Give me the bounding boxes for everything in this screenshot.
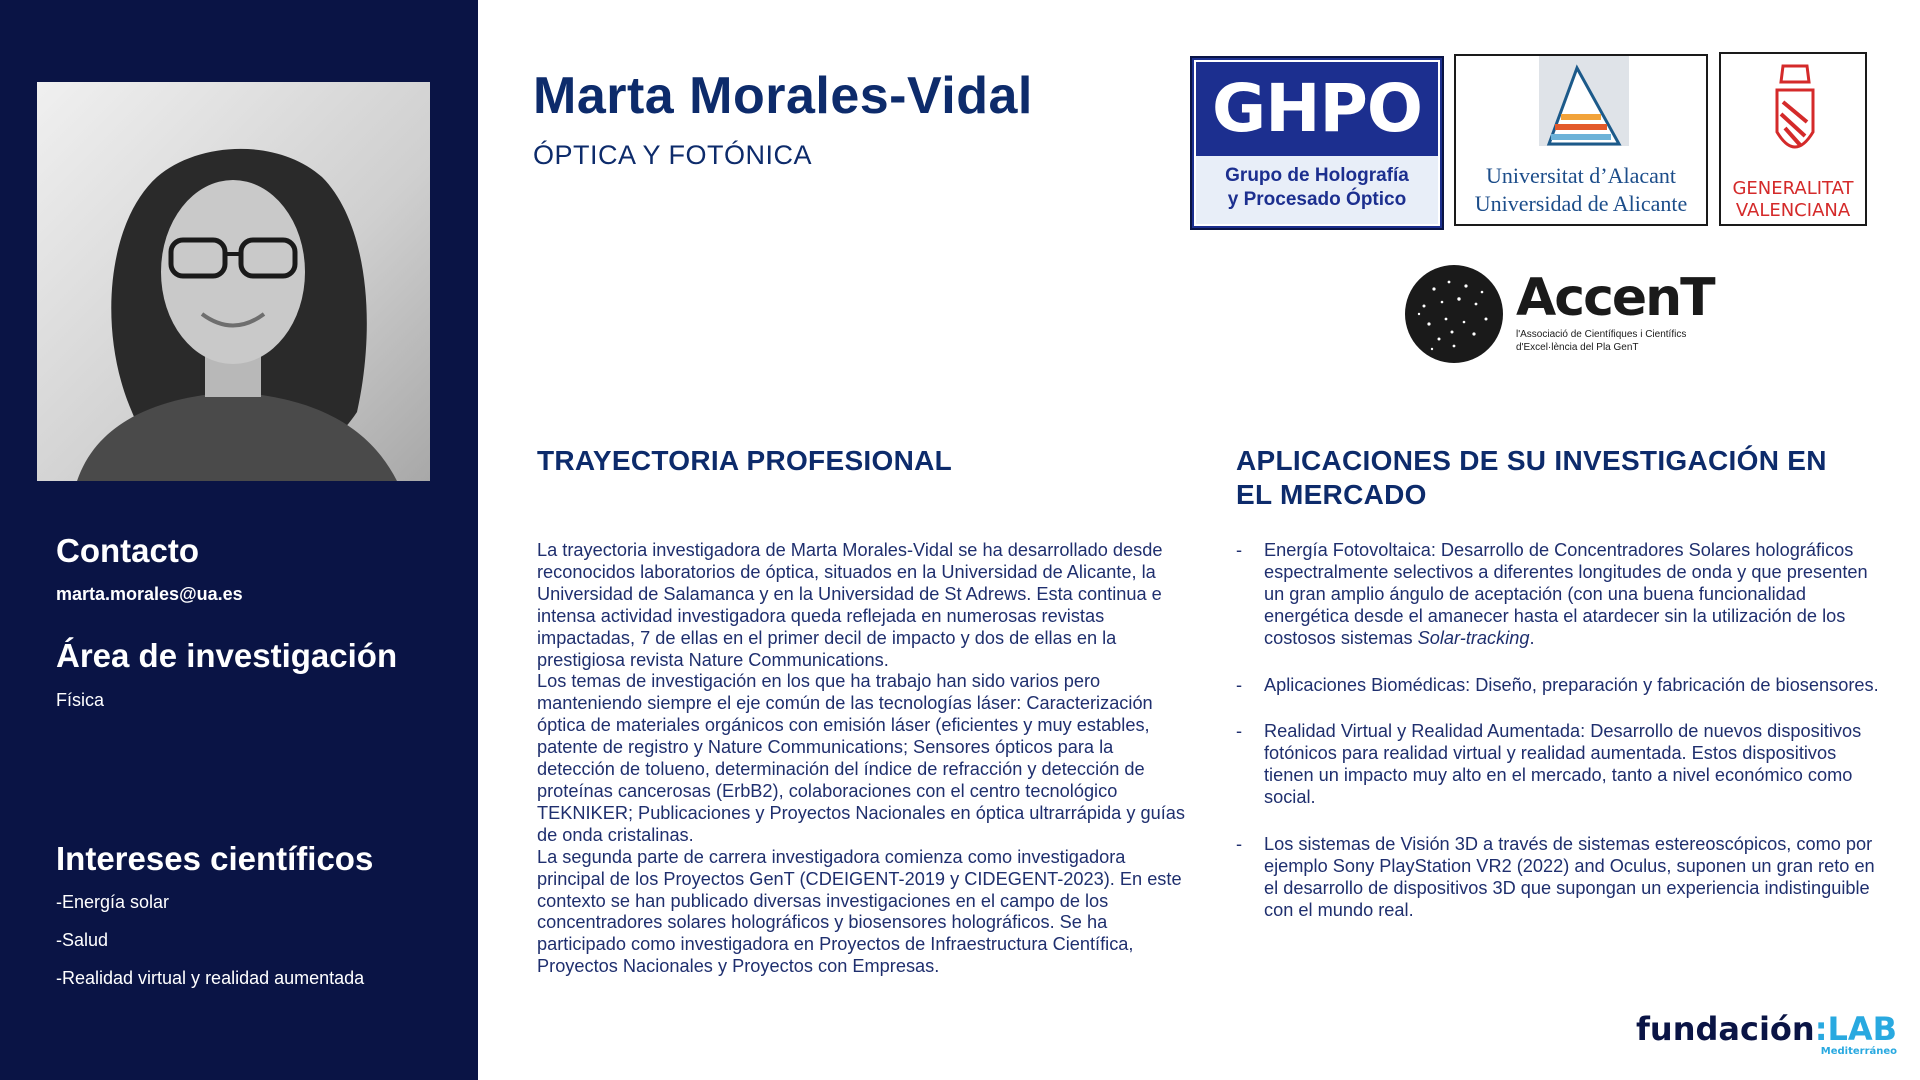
- list-item: [1236, 721, 1886, 809]
- item-text: Realidad Virtual y Realidad Aumentada: Desarrollo de nuevos dispositivos fotónicos para realidad virtual y realidad aumentada. Estos dispositivos tienen un impacto muy alto en el mercado, tanto a nivel económico como social.: [1264, 721, 1862, 808]
- item-text: Aplicaciones Biomédicas: Diseño, preparación y fabricación de biosensores.: [1264, 674, 1879, 695]
- gv-line1: GENERALITAT: [1732, 178, 1854, 199]
- person-name: Marta Morales-Vidal: [533, 67, 1033, 125]
- profile-photo: [37, 82, 430, 481]
- aplicaciones-list: [1236, 540, 1886, 947]
- list-dash: -: [1236, 721, 1243, 742]
- accent-name: AccenT: [1516, 268, 1714, 328]
- list-dash: -: [1236, 540, 1243, 560]
- contact-heading: Contacto: [56, 532, 199, 569]
- fundacion-lab-text: LAB: [1827, 1010, 1898, 1048]
- ua-line1: Universitat d’Alacant: [1486, 163, 1676, 188]
- gv-shield-icon: [1765, 62, 1825, 172]
- portrait-illustration: [37, 82, 430, 481]
- sidebar: [0, 0, 478, 1080]
- list-dash: -: [1236, 674, 1243, 695]
- item-emphasis: Solar-tracking: [1417, 627, 1530, 648]
- fundacion-lab-logo: [1636, 1010, 1898, 1057]
- interests-heading: Intereses científicos: [56, 840, 374, 877]
- aplicaciones-heading: [1236, 444, 1827, 512]
- accent-logo: [1404, 264, 1714, 366]
- aplicaciones-heading-line2: EL MERCADO: [1236, 479, 1427, 510]
- ua-emblem-icon: [1539, 56, 1629, 146]
- ua-logo: [1454, 54, 1708, 226]
- list-item: [1236, 540, 1886, 650]
- list-dash: -: [1236, 834, 1243, 855]
- ghpo-logo: [1190, 56, 1444, 230]
- trayectoria-paragraph: Los temas de investigación en los que ha trabajo han sido varios pero manteniendo siempre el eje común de las tecnologías láser: Caracterización óptica de materiales orgánicos con emisión láser (eficientes y muy estables, patente de registro y Nature Communications; Sensores ópticos para la detección de tolueno, determinación del índice de refracción y detección de proteínas cancerosas (ErbB2), colaboraciones con el centro tecnológico TEKNIKER; Publicaciones y Proyectos Nacionales en óptica ultrarrápida y guías de onda cristalinas.: [537, 671, 1185, 845]
- ghpo-mark: GHPO: [1196, 62, 1438, 156]
- aplicaciones-heading-line1: APLICACIONES DE SU INVESTIGACIÓN EN: [1236, 445, 1827, 476]
- interest-item: -Energía solar: [56, 892, 170, 912]
- trayectoria-heading: TRAYECTORIA PROFESIONAL: [537, 445, 953, 476]
- fundacion-colon: :: [1814, 1010, 1828, 1048]
- item-text: Los sistemas de Visión 3D a través de sistemas estereoscópicos, como por ejemplo Sony PlayStation VR2 (2022) and Oculus, suponen un gran reto en el desarrollo de dispositivos 3D que supongan un experiencia indistinguible con el mundo real.: [1264, 834, 1875, 920]
- fundacion-text: fundación: [1636, 1010, 1815, 1048]
- gv-line2: VALENCIANA: [1735, 200, 1851, 221]
- person-subtitle: ÓPTICA Y FOTÓNICA: [533, 140, 813, 170]
- ghpo-line2: y Procesado Óptico: [1227, 189, 1407, 210]
- ua-line2: Universidad de Alicante: [1474, 191, 1688, 216]
- interest-item: -Realidad virtual y realidad aumentada: [56, 968, 365, 988]
- item-end: .: [1529, 627, 1535, 648]
- ghpo-line1: Grupo de Holografía: [1225, 165, 1409, 186]
- accent-line2: d'Excel·lència del Pla GenT: [1516, 342, 1639, 353]
- contact-email[interactable]: marta.morales@ua.es: [56, 584, 243, 604]
- interest-item: -Salud: [56, 930, 109, 950]
- gv-logo: [1719, 52, 1867, 226]
- list-item: [1236, 834, 1886, 922]
- area-value: Física: [56, 690, 105, 710]
- trayectoria-paragraph: La trayectoria investigadora de Marta Morales-Vidal se ha desarrollado desde reconocidos laboratorios de óptica, situados en la Universidad de Alicante, la Universidad de Salamanca y en la Universidad de St Adrews. Esta continua e intensa actividad investigadora queda reflejada en numerosas revistas impactadas, 7 de ellas en el primer decil de impacto y dos de ellas en la prestigiosa revista Nature Communications.: [537, 540, 1163, 670]
- list-item: [1236, 675, 1886, 697]
- item-text: Energía Fotovoltaica: Desarrollo de Concentradores Solares holográficos espectralmente selectivos a diferentes longitudes de onda y que presenten un gran amplio ángulo de aceptación (con una buena funcionalidad energética desde el amanecer hasta el atardecer sin la utilización de los costosos sistemas: [1264, 540, 1868, 648]
- area-heading: Área de investigación: [56, 637, 398, 674]
- accent-dots-icon: [1404, 264, 1504, 364]
- accent-line1: l'Associació de Científiques i Científics: [1516, 329, 1687, 340]
- trayectoria-body: [537, 540, 1185, 978]
- trayectoria-paragraph: La segunda parte de carrera investigadora comienza como investigadora principal de los Proyectos GenT (CDEIGENT-2019 y CIDEGENT-2023). En este contexto se han publicado diversas investigaciones en el campo de los concentradores solares holográficos y biosensores holográficos. Se ha participado como investigadora en Proyectos de Infraestructura Científica, Proyectos Nacionales y Proyectos con Empresas.: [537, 846, 1182, 977]
- fundacion-sub: Mediterráneo: [1820, 1046, 1898, 1057]
